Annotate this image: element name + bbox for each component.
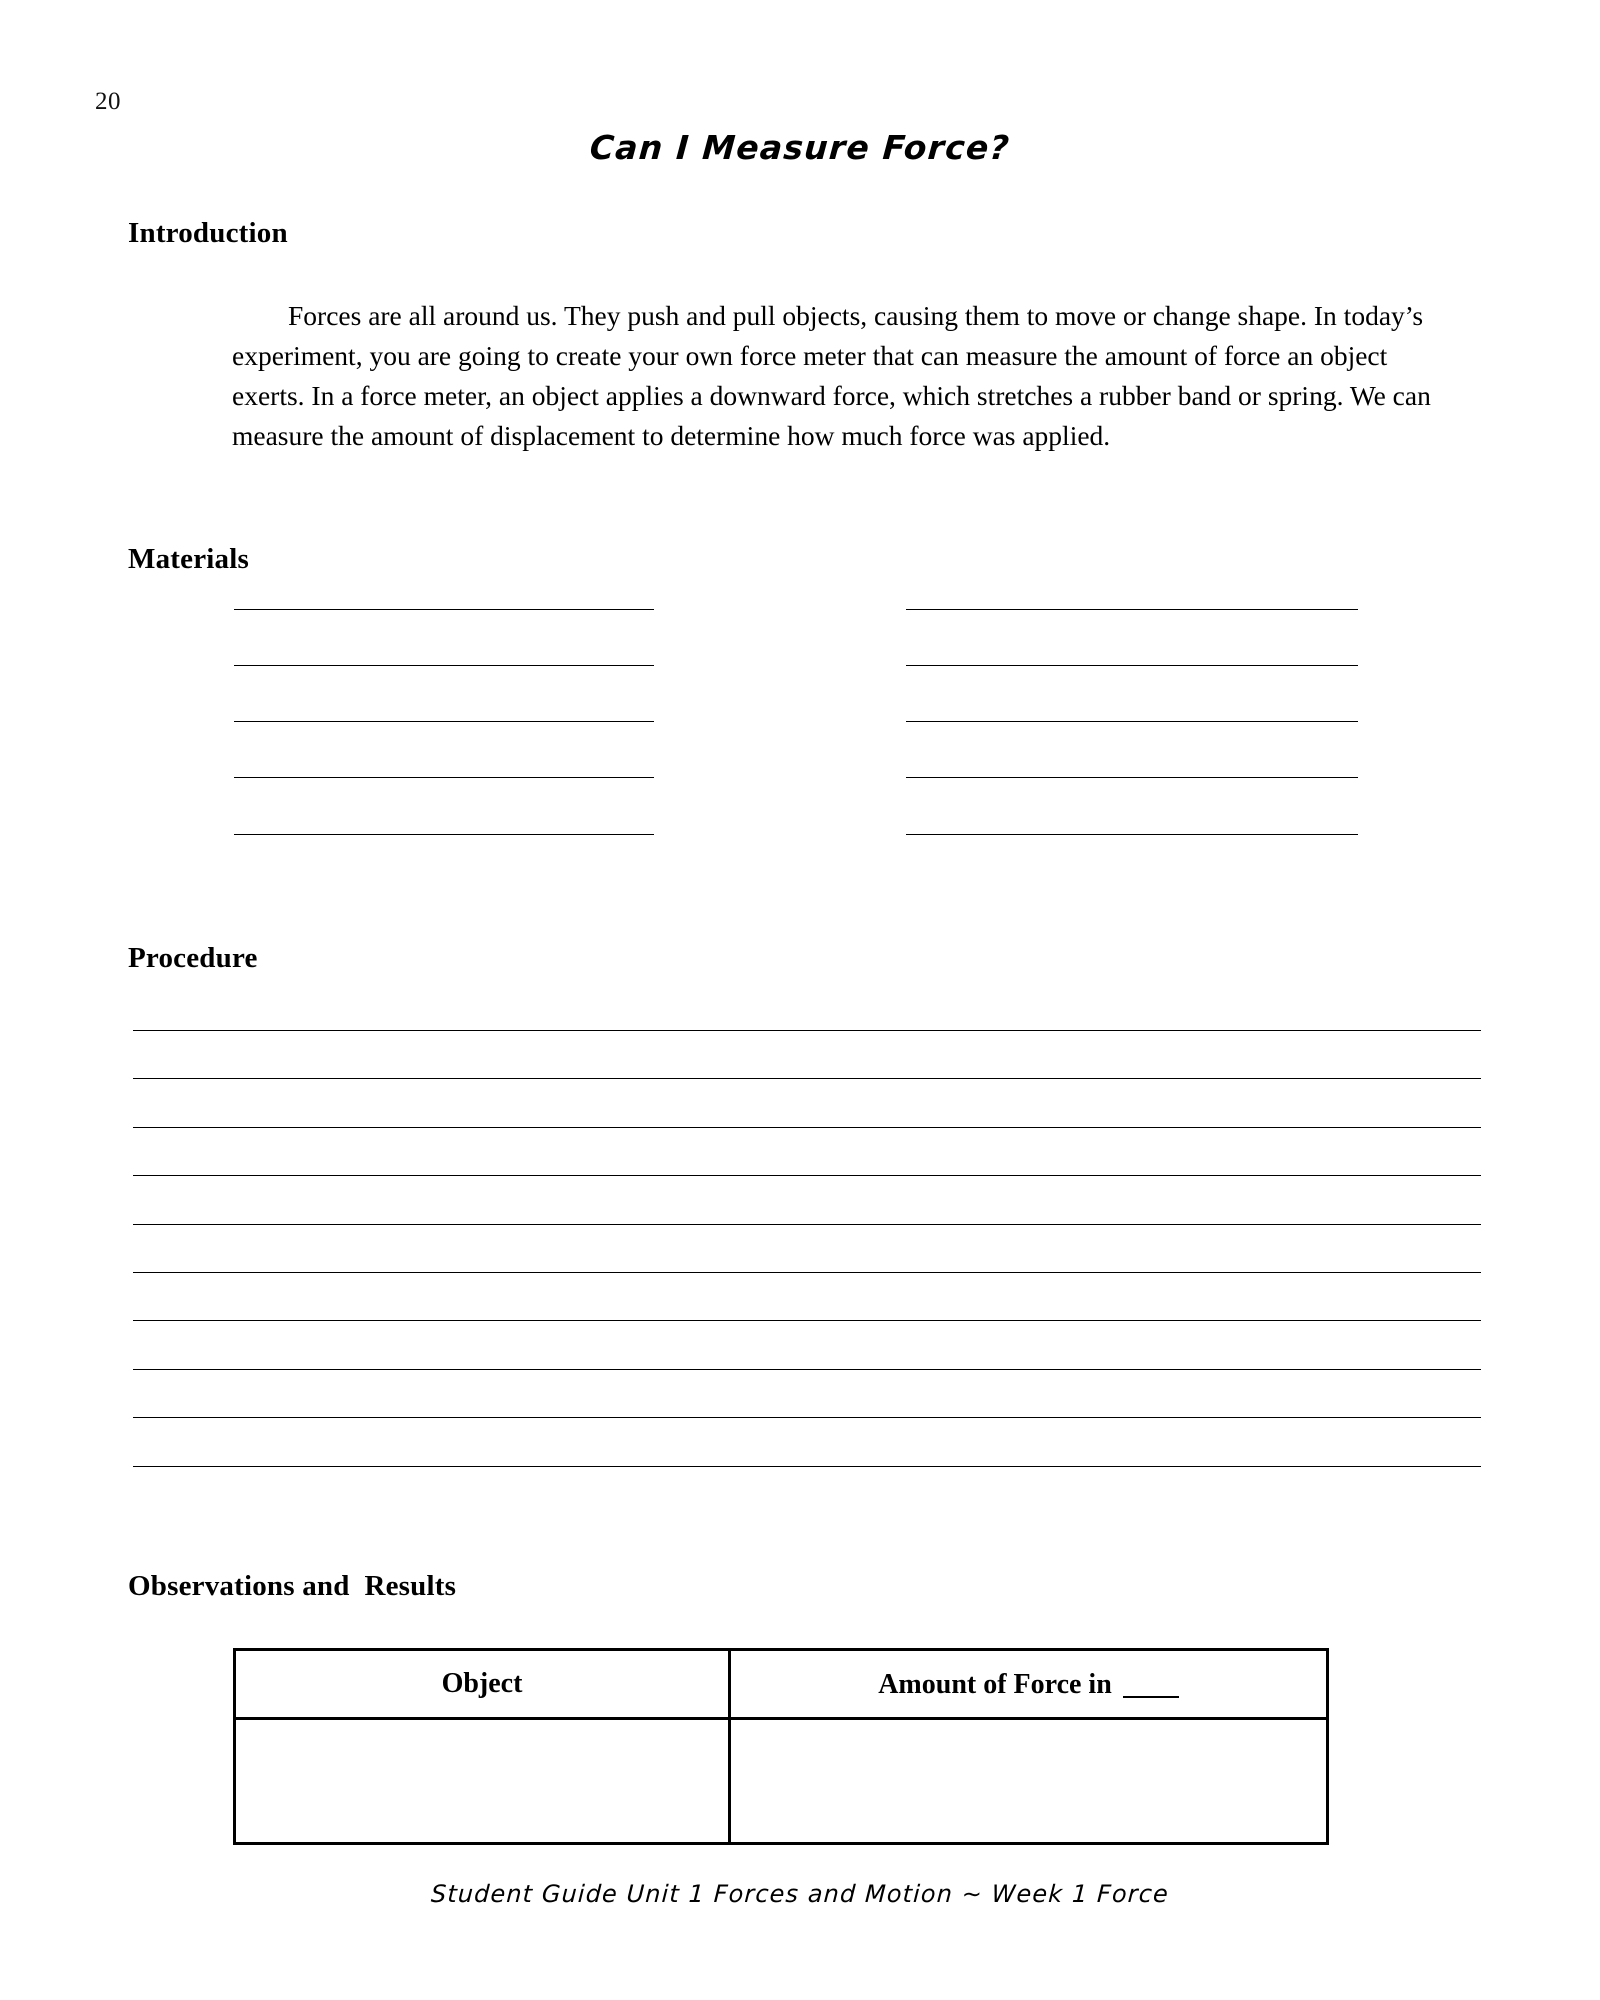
results-table (233, 1648, 1329, 1845)
page-number: 20 (95, 88, 121, 115)
table-cell-object[interactable] (235, 1719, 730, 1844)
materials-blank-line[interactable] (906, 665, 1358, 666)
section-heading-procedure: Procedure (128, 942, 258, 974)
page-title: Can I Measure Force? (588, 128, 1012, 167)
materials-blank-line[interactable] (234, 721, 654, 722)
materials-blank-line[interactable] (906, 777, 1358, 778)
procedure-blank-line[interactable] (133, 1175, 1481, 1176)
force-unit-blank[interactable] (1123, 1668, 1179, 1698)
introduction-body-text: Forces are all around us. They push and pull objects, causing them to move or change shape. In today’s experiment, you are going to create your own force meter that can measure the amount of force an object exerts. In a force meter, an object applies a downward force, which stretches a rubber band or spring. We can measure the amount of displacement to determine how much force was applied. (232, 300, 1431, 451)
table-cell-force[interactable] (730, 1719, 1328, 1844)
procedure-blank-line[interactable] (133, 1466, 1481, 1467)
materials-blank-line[interactable] (234, 834, 654, 835)
table-row (235, 1719, 1328, 1844)
materials-blank-line[interactable] (906, 609, 1358, 610)
procedure-blank-line[interactable] (133, 1272, 1481, 1273)
table-header-amount-of-force (730, 1650, 1328, 1719)
procedure-blank-line[interactable] (133, 1224, 1481, 1225)
section-heading-introduction: Introduction (128, 217, 288, 249)
table-header-object: Object (235, 1650, 730, 1719)
materials-blank-line[interactable] (906, 834, 1358, 835)
materials-blank-line[interactable] (234, 665, 654, 666)
procedure-blank-line[interactable] (133, 1320, 1481, 1321)
procedure-blank-line[interactable] (133, 1030, 1481, 1031)
materials-blank-line[interactable] (234, 609, 654, 610)
materials-blank-line[interactable] (234, 777, 654, 778)
page-footer: Student Guide Unit 1 Forces and Motion ~ Week 1 Force (430, 1880, 1170, 1908)
table-header-row (235, 1650, 1328, 1719)
procedure-blank-line[interactable] (133, 1417, 1481, 1418)
materials-blank-line[interactable] (906, 721, 1358, 722)
section-heading-materials: Materials (128, 543, 249, 575)
procedure-blank-line[interactable] (133, 1127, 1481, 1128)
table-header-amount-of-force-label: Amount of Force in (878, 1668, 1119, 1700)
procedure-blank-line[interactable] (133, 1369, 1481, 1370)
procedure-blank-line[interactable] (133, 1078, 1481, 1079)
section-heading-observations: Observations and Results (128, 1570, 457, 1602)
